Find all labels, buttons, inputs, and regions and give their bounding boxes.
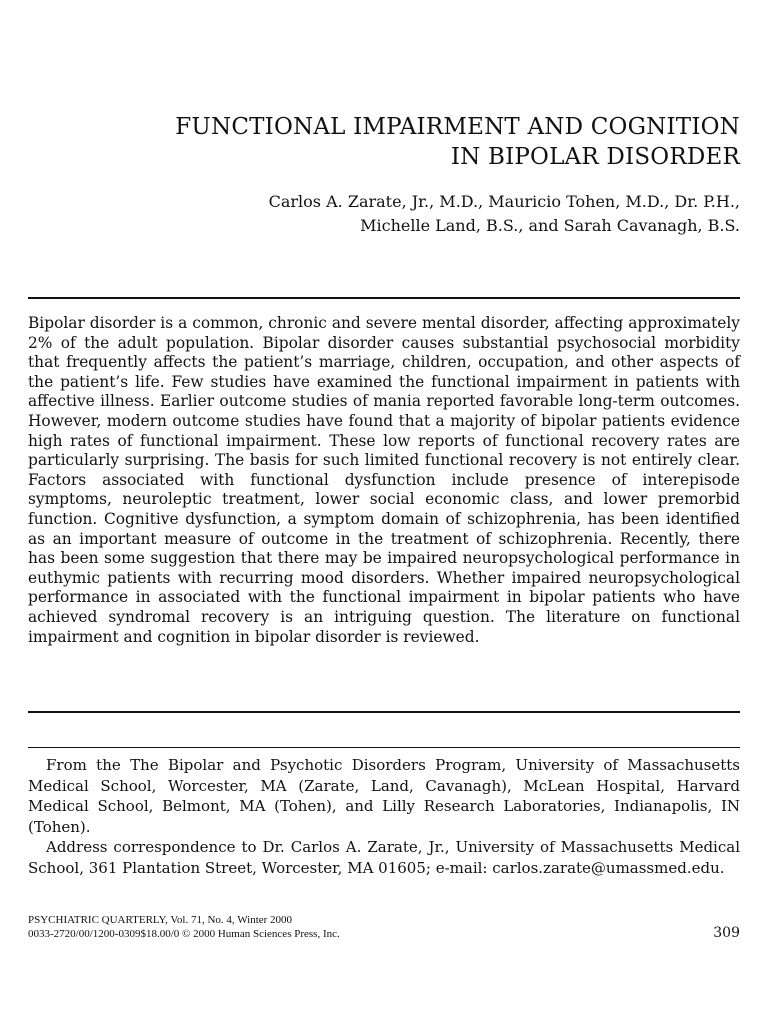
paper-title (28, 112, 740, 172)
abstract-text: Bipolar disorder is a common, chronic and severe mental disorder, affecting approximately 2% of the adult population. Bipolar disorder causes substantial psychosocial morbidity that frequently affects the patient’s marriage, children, occupation, and other aspects of the patient’s life. Few studies have examined the functional impairment in patients with affective illness. Earlier outcome studies of mania reported favorable long-term outcomes. However, modern outcome studies have found that a majority of bipolar patients evidence high rates of functional impairment. These low reports of functional recovery rates are particularly surprising. The basis for such limited functional recovery is not entirely clear. Factors associated with functional dysfunction include presence of interepisode symptoms, neuroleptic treatment, lower social economic class, and lower premorbid function. Cognitive dysfunction, a symptom domain of schizophrenia, has been identified as an important measure of outcome in the treatment of schizophrenia. Recently, there has been some suggestion that there may be impaired neuropsychological performance in euthymic patients with recurring mood disorders. Whether impaired neuropsychological performance in associated with the functional impairment in bipolar patients who have achieved syndromal recovery is an intriguing question. The literature on functional impairment and cognition in bipolar disorder is reviewed. (28, 314, 740, 646)
journal-code: 0033-2720/00/1200-0309$18.00/0 © 2000 Human Sciences Press, Inc. (28, 928, 340, 940)
abstract-bottom-rule (28, 711, 740, 713)
author-list (28, 190, 740, 238)
footnote (28, 755, 740, 879)
correspondence-note: Address correspondence to Dr. Carlos A. Zarate, Jr., University of Massachusetts Medical School, 361 Plantation Street, Worcester, MA 01605; e-mail: carlos.zarate@umassmed.edu. (28, 838, 740, 877)
journal-info (28, 913, 588, 941)
title-line-2: IN BIPOLAR DISORDER (450, 144, 740, 170)
footnote-rule (28, 747, 740, 748)
author-line-2: Michelle Land, B.S., and Sarah Cavanagh, B.S. (360, 216, 740, 235)
page-number: 309 (713, 925, 740, 941)
paper-page (28, 0, 740, 1024)
affiliation-note: From the The Bipolar and Psychotic Disorders Program, University of Massachusetts Medical School, Worcester, MA (Zarate, Land, Cavanagh), McLean Hospital, Harvard Medical School, Belmont, MA (Tohen), and Lilly Research Laboratories, Indianapolis, IN (Tohen). (28, 756, 740, 836)
title-line-1: FUNCTIONAL IMPAIRMENT AND COGNITION (175, 114, 740, 140)
journal-citation: PSYCHIATRIC QUARTERLY, Vol. 71, No. 4, Winter 2000 (28, 914, 293, 926)
abstract-top-rule (28, 297, 740, 299)
author-line-1: Carlos A. Zarate, Jr., M.D., Mauricio Tohen, M.D., Dr. P.H., (268, 192, 740, 211)
